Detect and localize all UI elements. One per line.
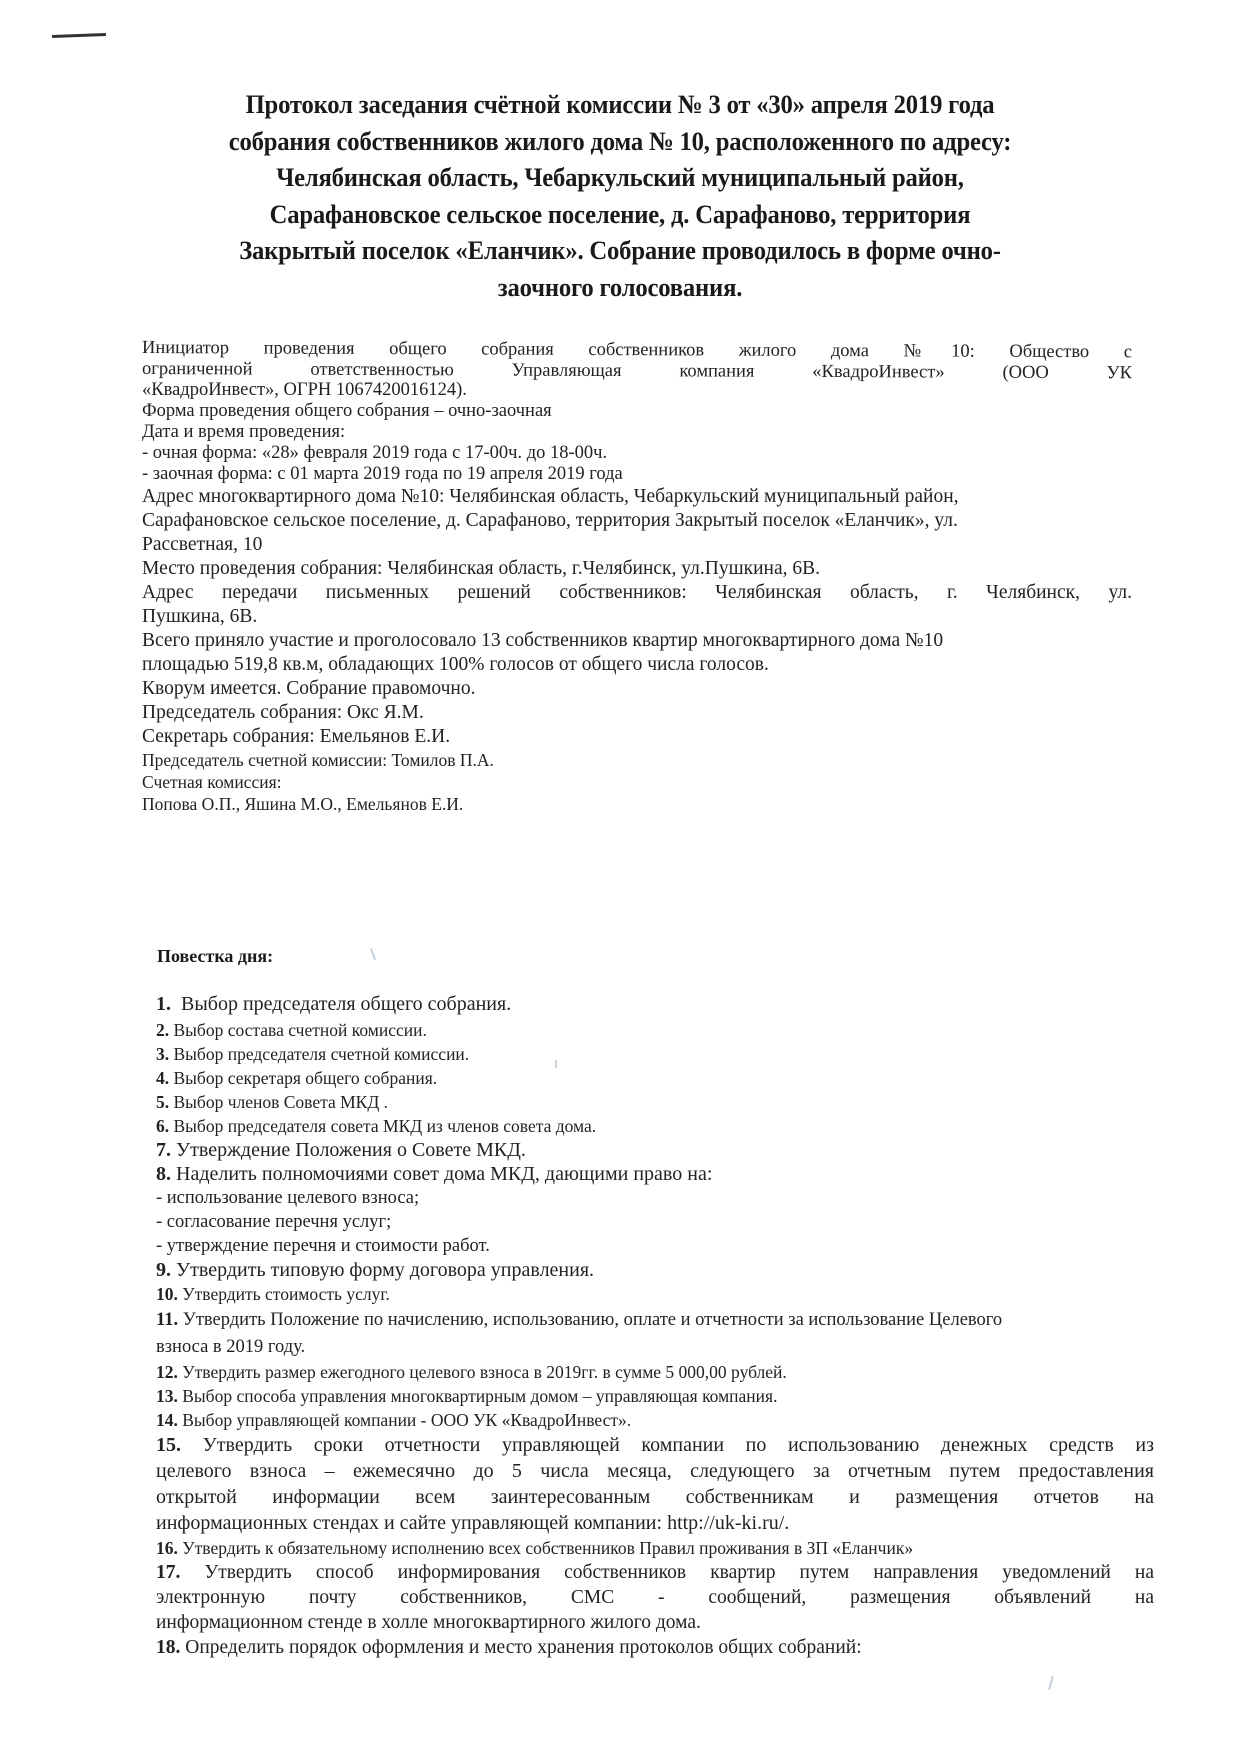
agenda-item-continuation: открытой информации всем заинтересованным собственникам и размещения отчетов на: [156, 1485, 1154, 1508]
agenda-subitem: - согласование перечня услуг;: [156, 1211, 392, 1232]
agenda-item-number: 6.: [156, 1115, 170, 1136]
agenda-item: [156, 1360, 1156, 1384]
initiator-line: Инициатор проведения общего собрания собственников жилого дома №10: Общество с: [141, 338, 1133, 363]
agenda-item: [156, 1138, 1156, 1162]
agenda-item-number: 10.: [156, 1283, 178, 1304]
meeting-secretary: Секретарь собрания: Емельянов Е.И.: [142, 726, 451, 747]
agenda-heading: Повестка дня:: [157, 946, 274, 966]
agenda-item-number: 12.: [156, 1361, 178, 1382]
agenda-item-number: 3.: [156, 1043, 170, 1064]
commission-chair: Председатель счетной комиссии: Томилов П.А.: [142, 750, 494, 770]
agenda-item-number: 14.: [156, 1409, 178, 1430]
agenda-item-text: Утвердить сроки отчетности управляющей компании по использованию денежных средств из: [202, 1433, 1155, 1456]
agenda-item-continuation: информационном стенде в холле многоквартирного жилого дома.: [156, 1611, 701, 1633]
agenda-item-text: Выбор председателя счетной комиссии.: [173, 1043, 470, 1064]
agenda-item-number: 1.: [156, 993, 171, 1015]
meeting-chair: Председатель собрания: Окс Я.М.: [142, 702, 424, 723]
meeting-info: [142, 338, 1132, 815]
agenda-subitem: - утверждение перечня и стоимости работ.: [156, 1235, 490, 1256]
agenda-item: [156, 1536, 1156, 1560]
agenda-item: [156, 1042, 1156, 1066]
agenda-item-number: 8.: [156, 1162, 171, 1185]
agenda-item-text: Выбор управляющей компании - ООО УК «КвадроИнвест».: [182, 1409, 632, 1430]
commission-label: Счетная комиссия:: [142, 772, 282, 792]
title-line: Челябинская область, Чебаркульский муниципальный район,: [276, 162, 964, 192]
agenda-item-number: 9.: [156, 1258, 171, 1281]
agenda-item-text: Выбор членов Совета МКД .: [173, 1091, 389, 1112]
commission-members: Попова О.П., Яшина М.О., Емельянов Е.И.: [142, 794, 464, 814]
absentee-date: - заочная форма: с 01 марта 2019 года по 19 апреля 2019 года: [142, 464, 623, 484]
scan-speck: [555, 1060, 557, 1068]
agenda-item: [156, 1162, 1156, 1186]
participation-summary: Всего приняло участие и проголосовало 13 собственников квартир многоквартирного дома №10: [142, 630, 944, 651]
agenda-item-number: 13.: [156, 1385, 178, 1406]
agenda-item-text: Утвердить размер ежегодного целевого взноса в 2019гг. в сумме 5 000,00 рублей.: [182, 1361, 787, 1382]
agenda-item-text: Наделить полномочиями совет дома МКД, дающими право на:: [176, 1162, 713, 1185]
agenda-item-continuation: электронную почту собственников, СМС - сообщений, размещения объявлений на: [156, 1586, 1154, 1608]
agenda-item-text: Утвердить к обязательному исполнению всех собственников Правил проживания в ЗП «Еланчик»: [182, 1537, 914, 1558]
title-line: заочного голосования.: [497, 271, 743, 302]
agenda-item-number: 5.: [156, 1091, 170, 1112]
submission-address: Пушкина, 6В.: [142, 606, 258, 627]
agenda-item: [156, 1560, 1154, 1585]
title-line: Протокол заседания счётной комиссии № 3 от «30» апреля 2019 года: [245, 89, 995, 119]
title-line: Закрытый поселок «Еланчик». Собрание проводилось в форме очно-: [239, 235, 1001, 265]
agenda-item-text: Утвердить способ информирования собственников квартир путем направления уведомлений на: [204, 1561, 1154, 1583]
building-address: Адрес многоквартирного дома №10: Челябинская область, Чебаркульский муниципальный район,: [142, 486, 959, 507]
quorum-status: Кворум имеется. Собрание правомочно.: [142, 678, 476, 699]
agenda-item: [156, 992, 1156, 1018]
agenda-item-number: 18.: [156, 1636, 181, 1658]
agenda-list: [156, 992, 1156, 1660]
agenda-item-number: 2.: [156, 1019, 170, 1040]
agenda-item-number: 16.: [156, 1537, 178, 1558]
submission-address: Адрес передачи письменных решений собственников: Челябинская область, г. Челябинск, ул.: [142, 582, 1132, 603]
agenda-item-text: Утвердить стоимость услуг.: [182, 1283, 390, 1304]
agenda-item-continuation: информационных стендах и сайте управляющей компании: http://uk-ki.ru/.: [156, 1511, 790, 1534]
title-line: собрания собственников жилого дома № 10, расположенного по адресу:: [228, 125, 1012, 156]
agenda-item-text: Утверждение Положения о Совете МКД.: [176, 1138, 526, 1161]
participation-summary: площадью 519,8 кв.м, обладающих 100% голосов от общего числа голосов.: [142, 654, 769, 675]
meeting-form: Форма проведения общего собрания – очно-заочная: [142, 401, 552, 421]
agenda-item-text: Определить порядок оформления и место хранения протоколов общих собраний:: [185, 1636, 862, 1658]
building-address: Сарафановское сельское поселение, д. Сарафаново, территория Закрытый поселок «Еланчик», ул.: [142, 510, 958, 531]
agenda-item-text: Утвердить Положение по начислению, использованию, оплате и отчетности за использование Целевого: [182, 1309, 1003, 1330]
agenda-item-text: Выбор председателя общего собрания.: [181, 993, 512, 1015]
scan-pen-mark: [52, 33, 106, 38]
agenda-item-number: 15.: [156, 1433, 181, 1456]
initiator-line: ограниченной ответственностью Управляющая компания «КвадроИнвест» (ООО УК: [141, 359, 1133, 384]
agenda-item-number: 4.: [156, 1067, 170, 1088]
agenda-item-continuation: взноса в 2019 году.: [156, 1336, 306, 1357]
agenda-item-number: 17.: [156, 1561, 181, 1583]
agenda-item: [156, 1635, 1156, 1660]
scan-speck: [370, 948, 376, 960]
agenda-item: [156, 1090, 1156, 1114]
agenda-item-continuation: целевого взноса – ежемесячно до 5 числа месяца, следующего за отчетным путем предоставления: [156, 1459, 1154, 1482]
document-title: [164, 86, 1075, 305]
agenda-item: [156, 1408, 1156, 1432]
title-line: Сарафановское сельское поселение, д. Сарафаново, территория: [269, 198, 971, 229]
scan-speck: [1048, 1676, 1054, 1690]
agenda-item: [156, 1018, 1156, 1042]
agenda-item: [156, 1258, 1156, 1282]
agenda-item-text: Выбор состава счетной комиссии.: [173, 1019, 427, 1040]
agenda-item: [156, 1282, 1156, 1306]
agenda-item: [156, 1066, 1156, 1090]
agenda-item-text: Утвердить типовую форму договора управления.: [176, 1258, 595, 1281]
agenda-item-text: Выбор председателя совета МКД из членов совета дома.: [173, 1115, 597, 1136]
agenda-item: [156, 1114, 1156, 1138]
agenda-item: [156, 1432, 1154, 1458]
initiator-line: «КвадроИнвест», ОГРН 1067420016124).: [142, 380, 467, 400]
agenda-item: [156, 1384, 1156, 1408]
date-time-label: Дата и время проведения:: [142, 422, 346, 442]
agenda-item-text: Выбор способа управления многоквартирным домом – управляющая компания.: [182, 1385, 778, 1406]
meeting-place: Место проведения собрания: Челябинская область, г.Челябинск, ул.Пушкина, 6В.: [142, 558, 820, 579]
agenda-subitem: - использование целевого взноса;: [156, 1187, 420, 1208]
in-person-date: - очная форма: «28» февраля 2019 года с 17-00ч. до 18-00ч.: [142, 443, 608, 463]
agenda-item-text: Выбор секретаря общего собрания.: [173, 1067, 438, 1088]
agenda-item-number: 7.: [156, 1138, 171, 1161]
agenda-item-number: 11.: [156, 1309, 179, 1330]
building-address: Рассветная, 10: [142, 534, 263, 555]
agenda-item: [156, 1306, 1156, 1334]
